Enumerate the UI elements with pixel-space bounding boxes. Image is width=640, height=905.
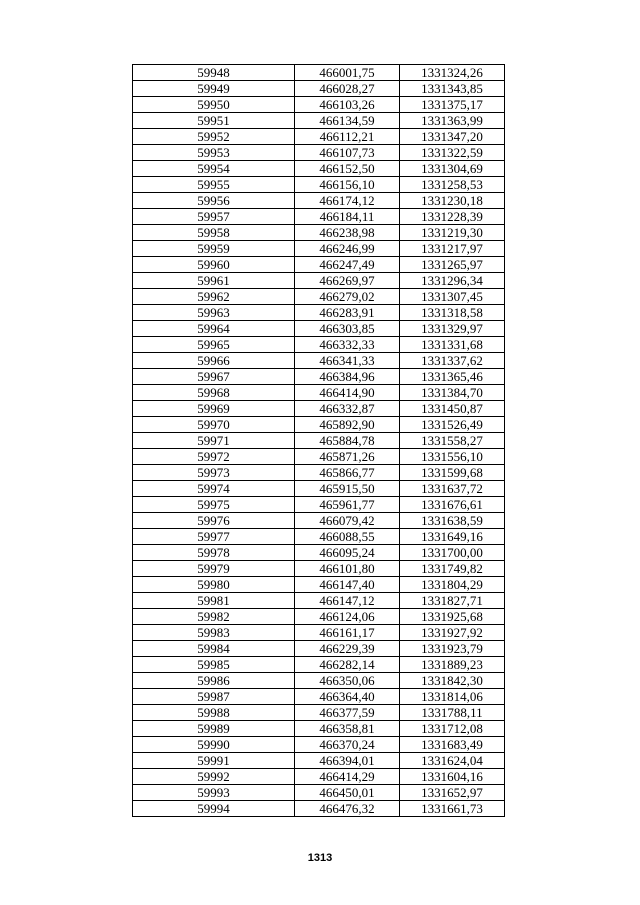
point-number-cell: 59973	[133, 465, 295, 481]
point-number-cell: 59968	[133, 385, 295, 401]
table-row	[133, 129, 505, 145]
table-row	[133, 97, 505, 113]
x-coordinate-cell: 465871,26	[295, 449, 400, 465]
y-coordinate-cell: 1331322,59	[400, 145, 505, 161]
table-row	[133, 737, 505, 753]
table-row	[133, 225, 505, 241]
point-number-cell: 59970	[133, 417, 295, 433]
y-coordinate-cell: 1331814,06	[400, 689, 505, 705]
point-number-cell: 59986	[133, 673, 295, 689]
x-coordinate-cell: 466147,40	[295, 577, 400, 593]
x-coordinate-cell: 466152,50	[295, 161, 400, 177]
x-coordinate-cell: 465884,78	[295, 433, 400, 449]
x-coordinate-cell: 466394,01	[295, 753, 400, 769]
y-coordinate-cell: 1331265,97	[400, 257, 505, 273]
point-number-cell: 59993	[133, 785, 295, 801]
x-coordinate-cell: 466028,27	[295, 81, 400, 97]
y-coordinate-cell: 1331230,18	[400, 193, 505, 209]
x-coordinate-cell: 466001,75	[295, 65, 400, 81]
x-coordinate-cell: 466238,98	[295, 225, 400, 241]
table-row	[133, 305, 505, 321]
table-row	[133, 193, 505, 209]
x-coordinate-cell: 466184,11	[295, 209, 400, 225]
point-number-cell: 59992	[133, 769, 295, 785]
point-number-cell: 59958	[133, 225, 295, 241]
point-number-cell: 59950	[133, 97, 295, 113]
point-number-cell: 59994	[133, 801, 295, 817]
x-coordinate-cell: 466101,80	[295, 561, 400, 577]
table-row	[133, 433, 505, 449]
table-row	[133, 145, 505, 161]
point-number-cell: 59960	[133, 257, 295, 273]
point-number-cell: 59953	[133, 145, 295, 161]
point-number-cell: 59983	[133, 625, 295, 641]
table-row	[133, 625, 505, 641]
table-row	[133, 337, 505, 353]
table-row	[133, 721, 505, 737]
y-coordinate-cell: 1331923,79	[400, 641, 505, 657]
table-row	[133, 593, 505, 609]
x-coordinate-cell: 466107,73	[295, 145, 400, 161]
y-coordinate-cell: 1331804,29	[400, 577, 505, 593]
point-number-cell: 59976	[133, 513, 295, 529]
page-number: 1313	[307, 852, 333, 864]
x-coordinate-cell: 466088,55	[295, 529, 400, 545]
y-coordinate-cell: 1331638,59	[400, 513, 505, 529]
x-coordinate-cell: 466377,59	[295, 705, 400, 721]
y-coordinate-cell: 1331329,97	[400, 321, 505, 337]
point-number-cell: 59951	[133, 113, 295, 129]
x-coordinate-cell: 466229,39	[295, 641, 400, 657]
x-coordinate-cell: 465892,90	[295, 417, 400, 433]
x-coordinate-cell: 466147,12	[295, 593, 400, 609]
point-number-cell: 59984	[133, 641, 295, 657]
y-coordinate-cell: 1331375,17	[400, 97, 505, 113]
x-coordinate-cell: 465866,77	[295, 465, 400, 481]
point-number-cell: 59963	[133, 305, 295, 321]
table-row	[133, 481, 505, 497]
table-row	[133, 353, 505, 369]
y-coordinate-cell: 1331556,10	[400, 449, 505, 465]
x-coordinate-cell: 466364,40	[295, 689, 400, 705]
point-number-cell: 59949	[133, 81, 295, 97]
table-row	[133, 657, 505, 673]
y-coordinate-cell: 1331842,30	[400, 673, 505, 689]
x-coordinate-cell: 466103,26	[295, 97, 400, 113]
y-coordinate-cell: 1331649,16	[400, 529, 505, 545]
y-coordinate-cell: 1331604,16	[400, 769, 505, 785]
point-number-cell: 59990	[133, 737, 295, 753]
y-coordinate-cell: 1331889,23	[400, 657, 505, 673]
y-coordinate-cell: 1331347,20	[400, 129, 505, 145]
table-row	[133, 673, 505, 689]
x-coordinate-cell: 466246,99	[295, 241, 400, 257]
point-number-cell: 59957	[133, 209, 295, 225]
y-coordinate-cell: 1331749,82	[400, 561, 505, 577]
x-coordinate-cell: 465915,50	[295, 481, 400, 497]
y-coordinate-cell: 1331307,45	[400, 289, 505, 305]
x-coordinate-cell: 466384,96	[295, 369, 400, 385]
point-number-cell: 59969	[133, 401, 295, 417]
table-row	[133, 241, 505, 257]
x-coordinate-cell: 466079,42	[295, 513, 400, 529]
y-coordinate-cell: 1331343,85	[400, 81, 505, 97]
x-coordinate-cell: 466124,06	[295, 609, 400, 625]
table-row	[133, 785, 505, 801]
y-coordinate-cell: 1331304,69	[400, 161, 505, 177]
x-coordinate-cell: 466303,85	[295, 321, 400, 337]
y-coordinate-cell: 1331676,61	[400, 497, 505, 513]
x-coordinate-cell: 466358,81	[295, 721, 400, 737]
point-number-cell: 59974	[133, 481, 295, 497]
x-coordinate-cell: 466279,02	[295, 289, 400, 305]
point-number-cell: 59987	[133, 689, 295, 705]
x-coordinate-cell: 466414,90	[295, 385, 400, 401]
point-number-cell: 59956	[133, 193, 295, 209]
y-coordinate-cell: 1331331,68	[400, 337, 505, 353]
table-row	[133, 401, 505, 417]
table-row	[133, 289, 505, 305]
point-number-cell: 59948	[133, 65, 295, 81]
table-row	[133, 529, 505, 545]
table-row	[133, 113, 505, 129]
point-number-cell: 59954	[133, 161, 295, 177]
x-coordinate-cell: 466370,24	[295, 737, 400, 753]
y-coordinate-cell: 1331324,26	[400, 65, 505, 81]
x-coordinate-cell: 466332,33	[295, 337, 400, 353]
y-coordinate-cell: 1331318,58	[400, 305, 505, 321]
y-coordinate-cell: 1331827,71	[400, 593, 505, 609]
y-coordinate-cell: 1331700,00	[400, 545, 505, 561]
y-coordinate-cell: 1331927,92	[400, 625, 505, 641]
table-row	[133, 497, 505, 513]
table-row	[133, 257, 505, 273]
y-coordinate-cell: 1331661,73	[400, 801, 505, 817]
x-coordinate-cell: 466269,97	[295, 273, 400, 289]
table-row	[133, 273, 505, 289]
x-coordinate-cell: 466161,17	[295, 625, 400, 641]
table-row	[133, 609, 505, 625]
y-coordinate-cell: 1331558,27	[400, 433, 505, 449]
point-number-cell: 59959	[133, 241, 295, 257]
table-row	[133, 769, 505, 785]
point-number-cell: 59965	[133, 337, 295, 353]
y-coordinate-cell: 1331365,46	[400, 369, 505, 385]
point-number-cell: 59962	[133, 289, 295, 305]
table-row	[133, 753, 505, 769]
point-number-cell: 59981	[133, 593, 295, 609]
table-row	[133, 561, 505, 577]
y-coordinate-cell: 1331258,53	[400, 177, 505, 193]
y-coordinate-cell: 1331788,11	[400, 705, 505, 721]
table-row	[133, 449, 505, 465]
x-coordinate-cell: 466476,32	[295, 801, 400, 817]
y-coordinate-cell: 1331599,68	[400, 465, 505, 481]
point-number-cell: 59982	[133, 609, 295, 625]
y-coordinate-cell: 1331337,62	[400, 353, 505, 369]
y-coordinate-cell: 1331652,97	[400, 785, 505, 801]
x-coordinate-cell: 466095,24	[295, 545, 400, 561]
point-number-cell: 59966	[133, 353, 295, 369]
point-number-cell: 59977	[133, 529, 295, 545]
y-coordinate-cell: 1331217,97	[400, 241, 505, 257]
x-coordinate-cell: 465961,77	[295, 497, 400, 513]
table-row	[133, 161, 505, 177]
x-coordinate-cell: 466350,06	[295, 673, 400, 689]
coordinates-table	[132, 64, 505, 817]
table-row	[133, 465, 505, 481]
table-row	[133, 641, 505, 657]
x-coordinate-cell: 466283,91	[295, 305, 400, 321]
table-row	[133, 65, 505, 81]
point-number-cell: 59952	[133, 129, 295, 145]
point-number-cell: 59964	[133, 321, 295, 337]
y-coordinate-cell: 1331296,34	[400, 273, 505, 289]
x-coordinate-cell: 466156,10	[295, 177, 400, 193]
y-coordinate-cell: 1331450,87	[400, 401, 505, 417]
table-row	[133, 545, 505, 561]
point-number-cell: 59972	[133, 449, 295, 465]
point-number-cell: 59971	[133, 433, 295, 449]
table-row	[133, 385, 505, 401]
table-row	[133, 689, 505, 705]
x-coordinate-cell: 466332,87	[295, 401, 400, 417]
point-number-cell: 59979	[133, 561, 295, 577]
y-coordinate-cell: 1331925,68	[400, 609, 505, 625]
table-row	[133, 321, 505, 337]
table-row	[133, 369, 505, 385]
table-row	[133, 417, 505, 433]
table-row	[133, 577, 505, 593]
x-coordinate-cell: 466134,59	[295, 113, 400, 129]
point-number-cell: 59988	[133, 705, 295, 721]
coordinates-table-body	[133, 65, 505, 817]
y-coordinate-cell: 1331384,70	[400, 385, 505, 401]
table-row	[133, 177, 505, 193]
x-coordinate-cell: 466450,01	[295, 785, 400, 801]
y-coordinate-cell: 1331683,49	[400, 737, 505, 753]
table-row	[133, 81, 505, 97]
point-number-cell: 59980	[133, 577, 295, 593]
point-number-cell: 59989	[133, 721, 295, 737]
point-number-cell: 59975	[133, 497, 295, 513]
point-number-cell: 59978	[133, 545, 295, 561]
y-coordinate-cell: 1331712,08	[400, 721, 505, 737]
point-number-cell: 59991	[133, 753, 295, 769]
y-coordinate-cell: 1331219,30	[400, 225, 505, 241]
y-coordinate-cell: 1331526,49	[400, 417, 505, 433]
x-coordinate-cell: 466341,33	[295, 353, 400, 369]
y-coordinate-cell: 1331363,99	[400, 113, 505, 129]
x-coordinate-cell: 466414,29	[295, 769, 400, 785]
table-row	[133, 513, 505, 529]
x-coordinate-cell: 466282,14	[295, 657, 400, 673]
x-coordinate-cell: 466174,12	[295, 193, 400, 209]
y-coordinate-cell: 1331228,39	[400, 209, 505, 225]
y-coordinate-cell: 1331624,04	[400, 753, 505, 769]
point-number-cell: 59961	[133, 273, 295, 289]
x-coordinate-cell: 466247,49	[295, 257, 400, 273]
point-number-cell: 59955	[133, 177, 295, 193]
y-coordinate-cell: 1331637,72	[400, 481, 505, 497]
table-row	[133, 801, 505, 817]
point-number-cell: 59985	[133, 657, 295, 673]
x-coordinate-cell: 466112,21	[295, 129, 400, 145]
point-number-cell: 59967	[133, 369, 295, 385]
table-row	[133, 209, 505, 225]
table-row	[133, 705, 505, 721]
